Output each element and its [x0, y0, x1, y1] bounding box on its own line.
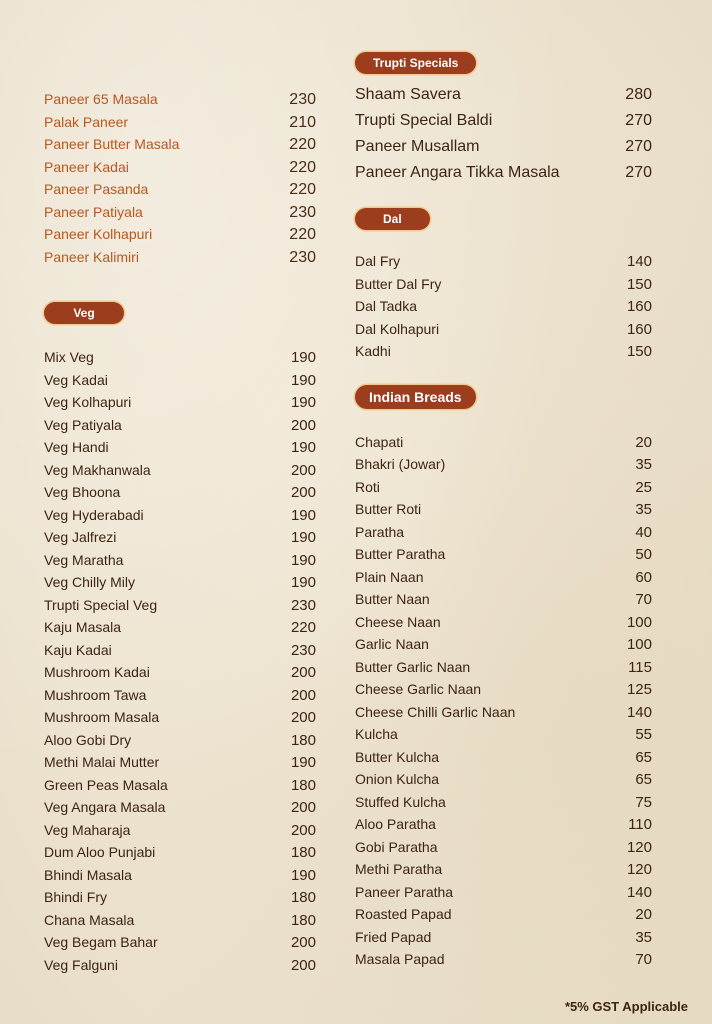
item-price: 190	[290, 439, 316, 456]
menu-item	[44, 223, 316, 246]
item-name: Trupti Special Veg	[44, 596, 158, 613]
menu-item	[355, 611, 652, 634]
item-name: Roasted Papad	[355, 906, 452, 922]
item-price: 125	[626, 681, 652, 698]
breads-list	[355, 431, 652, 971]
item-price: 55	[635, 726, 652, 743]
item-name: Trupti Special Baldi	[355, 112, 493, 129]
item-name: Masala Papad	[355, 951, 445, 967]
left-column	[44, 88, 316, 976]
menu-item	[44, 549, 316, 572]
menu-item	[44, 616, 316, 639]
item-name: Cheese Chilli Garlic Naan	[355, 703, 516, 720]
item-name: Veg Angara Masala	[44, 799, 166, 815]
menu-item	[44, 571, 316, 594]
item-name: Butter Paratha	[355, 546, 446, 562]
item-name: Kaju Masala	[44, 619, 122, 635]
menu-item	[355, 108, 652, 134]
menu-item	[44, 481, 316, 504]
item-name: Veg Falguni	[44, 956, 118, 973]
item-price: 220	[289, 226, 316, 243]
item-name: Paneer Angara Tikka Masala	[355, 164, 560, 181]
item-price: 35	[635, 501, 652, 518]
menu-item	[44, 246, 316, 269]
item-price: 50	[635, 546, 652, 563]
item-name: Bhindi Fry	[44, 889, 108, 905]
menu-item	[44, 639, 316, 662]
item-price: 200	[290, 484, 316, 501]
item-name: Veg Kolhapuri	[44, 394, 132, 410]
menu-item	[44, 111, 316, 134]
menu-item	[355, 498, 652, 521]
item-price: 115	[628, 658, 652, 676]
item-price: 180	[290, 911, 316, 929]
item-name: Bhakri (Jowar)	[355, 456, 446, 472]
item-name: Paneer Butter Masala	[44, 136, 180, 152]
menu-item	[44, 594, 316, 617]
item-name: Veg Kadai	[44, 371, 108, 388]
menu-item	[355, 273, 652, 296]
paneer-list	[44, 88, 316, 268]
item-price: 200	[290, 934, 316, 951]
item-name: Paratha	[355, 523, 405, 540]
item-price: 230	[290, 596, 316, 614]
menu-item	[355, 566, 652, 589]
menu-item	[355, 134, 652, 160]
item-name: Kulcha	[355, 726, 398, 742]
item-price: 180	[290, 731, 316, 749]
item-price: 200	[290, 461, 316, 479]
menu-item	[44, 178, 316, 201]
item-price: 220	[289, 136, 316, 153]
item-name: Butter Dal Fry	[355, 275, 442, 292]
menu-item	[355, 160, 652, 186]
item-price: 65	[635, 748, 652, 766]
item-price: 100	[626, 613, 652, 631]
item-name: Aloo Paratha	[355, 816, 436, 832]
menu-item	[44, 88, 316, 111]
item-price: 230	[289, 248, 316, 266]
menu-item	[355, 701, 652, 724]
item-price: 190	[290, 551, 316, 569]
item-name: Chapati	[355, 433, 404, 450]
item-price: 120	[626, 861, 652, 878]
item-price: 210	[289, 113, 316, 131]
item-price: 200	[290, 821, 316, 839]
menu-item	[355, 295, 652, 318]
item-price: 140	[626, 883, 652, 901]
item-name: Veg Handi	[44, 439, 109, 455]
item-price: 230	[290, 641, 316, 659]
item-price: 100	[626, 636, 652, 653]
item-price: 70	[635, 591, 652, 608]
menu-item	[44, 751, 316, 774]
item-name: Green Peas Masala	[44, 776, 168, 793]
menu-item	[44, 369, 316, 392]
item-price: 190	[290, 866, 316, 884]
right-column	[355, 52, 652, 971]
menu-item	[44, 706, 316, 729]
veg-title: Veg	[44, 302, 124, 324]
item-name: Plain Naan	[355, 568, 424, 585]
item-name: Veg Bhoona	[44, 484, 121, 500]
item-price: 110	[628, 816, 652, 833]
gst-note: *5% GST Applicable	[564, 999, 688, 1014]
item-price: 200	[290, 709, 316, 726]
menu-item	[355, 588, 652, 611]
item-price: 65	[635, 771, 652, 788]
veg-header	[44, 302, 316, 324]
item-name: Veg Jalfrezi	[44, 529, 117, 545]
menu-item	[355, 678, 652, 701]
item-price: 150	[626, 275, 652, 293]
item-price: 200	[290, 664, 316, 681]
specials-header	[355, 52, 652, 74]
item-name: Butter Naan	[355, 591, 430, 607]
item-name: Dal Tadka	[355, 298, 418, 314]
item-name: Veg Maratha	[44, 551, 124, 568]
item-name: Cheese Garlic Naan	[355, 681, 482, 697]
item-price: 190	[290, 754, 316, 771]
menu-item	[44, 414, 316, 437]
specials-title: Trupti Specials	[355, 52, 476, 74]
item-price: 230	[289, 203, 316, 221]
item-price: 190	[290, 349, 316, 366]
item-price: 35	[635, 456, 652, 473]
menu-item	[44, 346, 316, 369]
item-name: Veg Begam Bahar	[44, 934, 158, 950]
item-price: 200	[290, 416, 316, 434]
menu-item	[44, 684, 316, 707]
item-name: Paneer Paratha	[355, 883, 454, 900]
item-name: Onion Kulcha	[355, 771, 440, 787]
item-price: 200	[290, 956, 316, 974]
item-name: Mushroom Masala	[44, 709, 160, 725]
item-name: Dum Aloo Punjabi	[44, 844, 156, 860]
dal-header	[355, 208, 652, 230]
item-price: 280	[625, 86, 652, 103]
menu-item	[355, 858, 652, 881]
item-price: 180	[290, 844, 316, 861]
menu-item	[44, 796, 316, 819]
menu-item	[355, 768, 652, 791]
menu-item	[44, 156, 316, 179]
menu-item	[44, 954, 316, 977]
item-price: 200	[290, 799, 316, 816]
item-name: Roti	[355, 478, 380, 495]
item-price: 140	[626, 253, 652, 270]
menu-item	[44, 886, 316, 909]
menu-item	[355, 746, 652, 769]
menu-item	[44, 819, 316, 842]
item-name: Aloo Gobi Dry	[44, 731, 132, 748]
menu-item	[44, 504, 316, 527]
menu-item	[44, 931, 316, 954]
menu-item	[355, 453, 652, 476]
menu-item	[44, 436, 316, 459]
item-price: 75	[635, 793, 652, 811]
breads-title: Indian Breads	[355, 385, 476, 409]
item-price: 270	[625, 164, 652, 181]
item-price: 180	[290, 776, 316, 794]
dal-title: Dal	[355, 208, 430, 230]
specials-list	[355, 82, 652, 186]
menu-item	[44, 133, 316, 156]
item-name: Garlic Naan	[355, 636, 429, 652]
item-price: 20	[635, 906, 652, 923]
item-name: Mushroom Tawa	[44, 686, 147, 703]
menu-item	[44, 526, 316, 549]
item-name: Methi Paratha	[355, 861, 443, 877]
menu-item	[355, 340, 652, 363]
breads-header	[355, 385, 652, 409]
item-price: 70	[635, 951, 652, 968]
veg-list	[44, 346, 316, 976]
item-name: Paneer Pasanda	[44, 181, 149, 197]
menu-item	[355, 791, 652, 814]
menu-item	[355, 543, 652, 566]
item-price: 190	[290, 371, 316, 389]
item-name: Cheese Naan	[355, 613, 441, 630]
item-price: 270	[625, 138, 652, 155]
item-price: 190	[290, 506, 316, 524]
menu-item	[355, 656, 652, 679]
item-name: Butter Garlic Naan	[355, 658, 471, 675]
menu-item	[355, 633, 652, 656]
menu-item	[355, 903, 652, 926]
item-name: Dal Fry	[355, 253, 401, 269]
menu-item	[355, 318, 652, 341]
item-name: Mushroom Kadai	[44, 664, 150, 680]
menu-item	[44, 909, 316, 932]
item-name: Bhindi Masala	[44, 866, 132, 883]
menu-item	[44, 459, 316, 482]
item-name: Kaju Kadai	[44, 641, 112, 658]
menu-item	[355, 948, 652, 971]
menu-item	[44, 201, 316, 224]
menu-item	[355, 836, 652, 859]
menu-item	[355, 521, 652, 544]
item-price: 140	[626, 703, 652, 721]
menu-item	[44, 864, 316, 887]
item-name: Stuffed Kulcha	[355, 793, 446, 810]
item-price: 160	[626, 320, 652, 338]
item-name: Paneer 65 Masala	[44, 91, 158, 107]
menu-item	[355, 82, 652, 108]
item-price: 270	[625, 112, 652, 129]
item-name: Veg Patiyala	[44, 416, 122, 433]
item-price: 190	[290, 574, 316, 591]
item-name: Veg Maharaja	[44, 821, 131, 838]
item-name: Chana Masala	[44, 911, 135, 928]
item-name: Butter Roti	[355, 501, 422, 517]
menu-item	[44, 661, 316, 684]
menu-item	[44, 729, 316, 752]
item-price: 220	[289, 158, 316, 176]
item-price: 60	[635, 568, 652, 586]
dal-list	[355, 250, 652, 363]
item-name: Paneer Kolhapuri	[44, 226, 153, 242]
item-name: Gobi Paratha	[355, 838, 438, 855]
item-name: Fried Papad	[355, 928, 432, 945]
item-price: 220	[290, 619, 316, 636]
item-name: Veg Chilly Mily	[44, 574, 136, 590]
item-name: Methi Malai Mutter	[44, 754, 160, 770]
menu-item	[44, 841, 316, 864]
menu-item	[44, 391, 316, 414]
item-name: Paneer Musallam	[355, 138, 480, 155]
item-price: 35	[635, 928, 652, 946]
menu-item	[44, 774, 316, 797]
menu-item	[355, 881, 652, 904]
menu-item	[355, 250, 652, 273]
item-name: Mix Veg	[44, 349, 94, 365]
item-price: 220	[289, 181, 316, 198]
item-name: Palak Paneer	[44, 113, 129, 130]
item-price: 200	[290, 686, 316, 704]
menu-item	[355, 431, 652, 454]
menu-item	[355, 723, 652, 746]
item-name: Veg Hyderabadi	[44, 506, 144, 523]
item-name: Shaam Savera	[355, 86, 461, 103]
menu-item	[355, 926, 652, 949]
item-name: Kadhi	[355, 343, 391, 359]
item-price: 40	[635, 523, 652, 541]
item-name: Paneer Kalimiri	[44, 248, 139, 265]
item-name: Dal Kolhapuri	[355, 320, 440, 337]
menu-item	[355, 813, 652, 836]
item-price: 190	[290, 529, 316, 546]
item-price: 25	[635, 478, 652, 496]
item-price: 230	[289, 91, 316, 108]
item-name: Butter Kulcha	[355, 748, 440, 765]
menu-item	[355, 476, 652, 499]
item-name: Paneer Patiyala	[44, 203, 143, 220]
item-price: 120	[626, 838, 652, 856]
item-price: 160	[626, 298, 652, 315]
item-price: 150	[626, 343, 652, 360]
item-name: Paneer Kadai	[44, 158, 129, 175]
item-price: 20	[635, 433, 652, 451]
item-name: Veg Makhanwala	[44, 461, 151, 478]
item-price: 180	[290, 889, 316, 906]
item-price: 190	[290, 394, 316, 411]
